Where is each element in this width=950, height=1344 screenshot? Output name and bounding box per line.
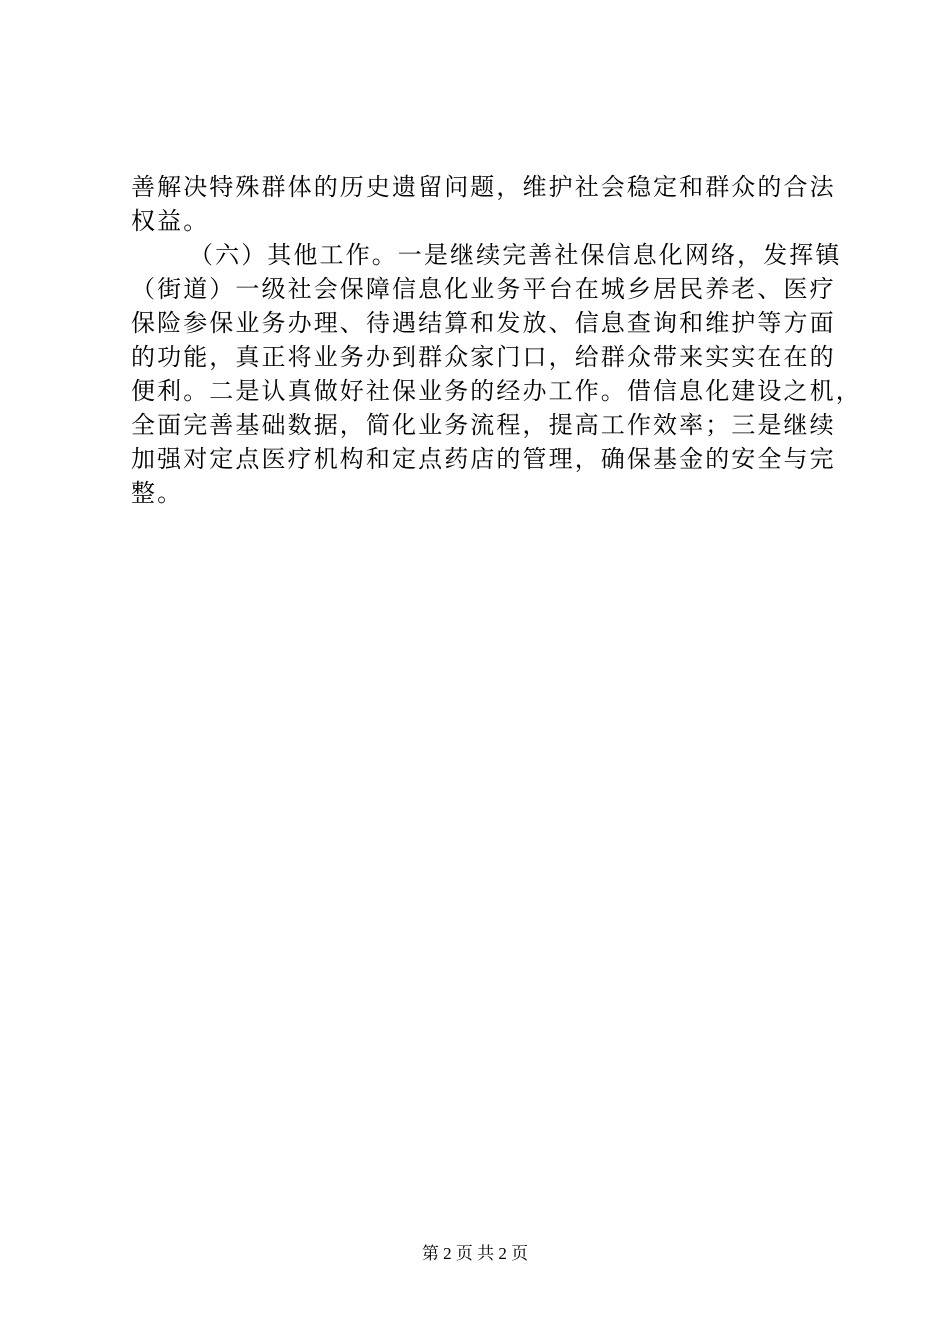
body-line: （街道）一级社会保障信息化业务平台在城乡居民养老、医疗 [131, 275, 836, 303]
body-line: 全面完善基础数据，简化业务流程，提高工作效率；三是继续 [131, 411, 836, 439]
body-line: 加强对定点医疗机构和定点药店的管理，确保基金的安全与完 [131, 445, 836, 473]
page-number-footer: 第 2 页 共 2 页 [421, 1244, 529, 1263]
section-heading-line: （六）其他工作。一是继续完善社保信息化网络，发挥镇 [189, 241, 842, 269]
body-line: 的功能，真正将业务办到群众家门口，给群众带来实实在在的 [131, 343, 836, 371]
body-line: 便利。二是认真做好社保业务的经办工作。借信息化建设之机， [131, 377, 862, 405]
body-line: 整。 [131, 479, 184, 507]
body-line: 权益。 [131, 207, 210, 235]
body-line: 善解决特殊群体的历史遗留问题，维护社会稳定和群众的合法 [131, 173, 836, 201]
document-body [131, 170, 862, 510]
body-line: 保险参保业务办理、待遇结算和发放、信息查询和维护等方面 [131, 309, 836, 337]
